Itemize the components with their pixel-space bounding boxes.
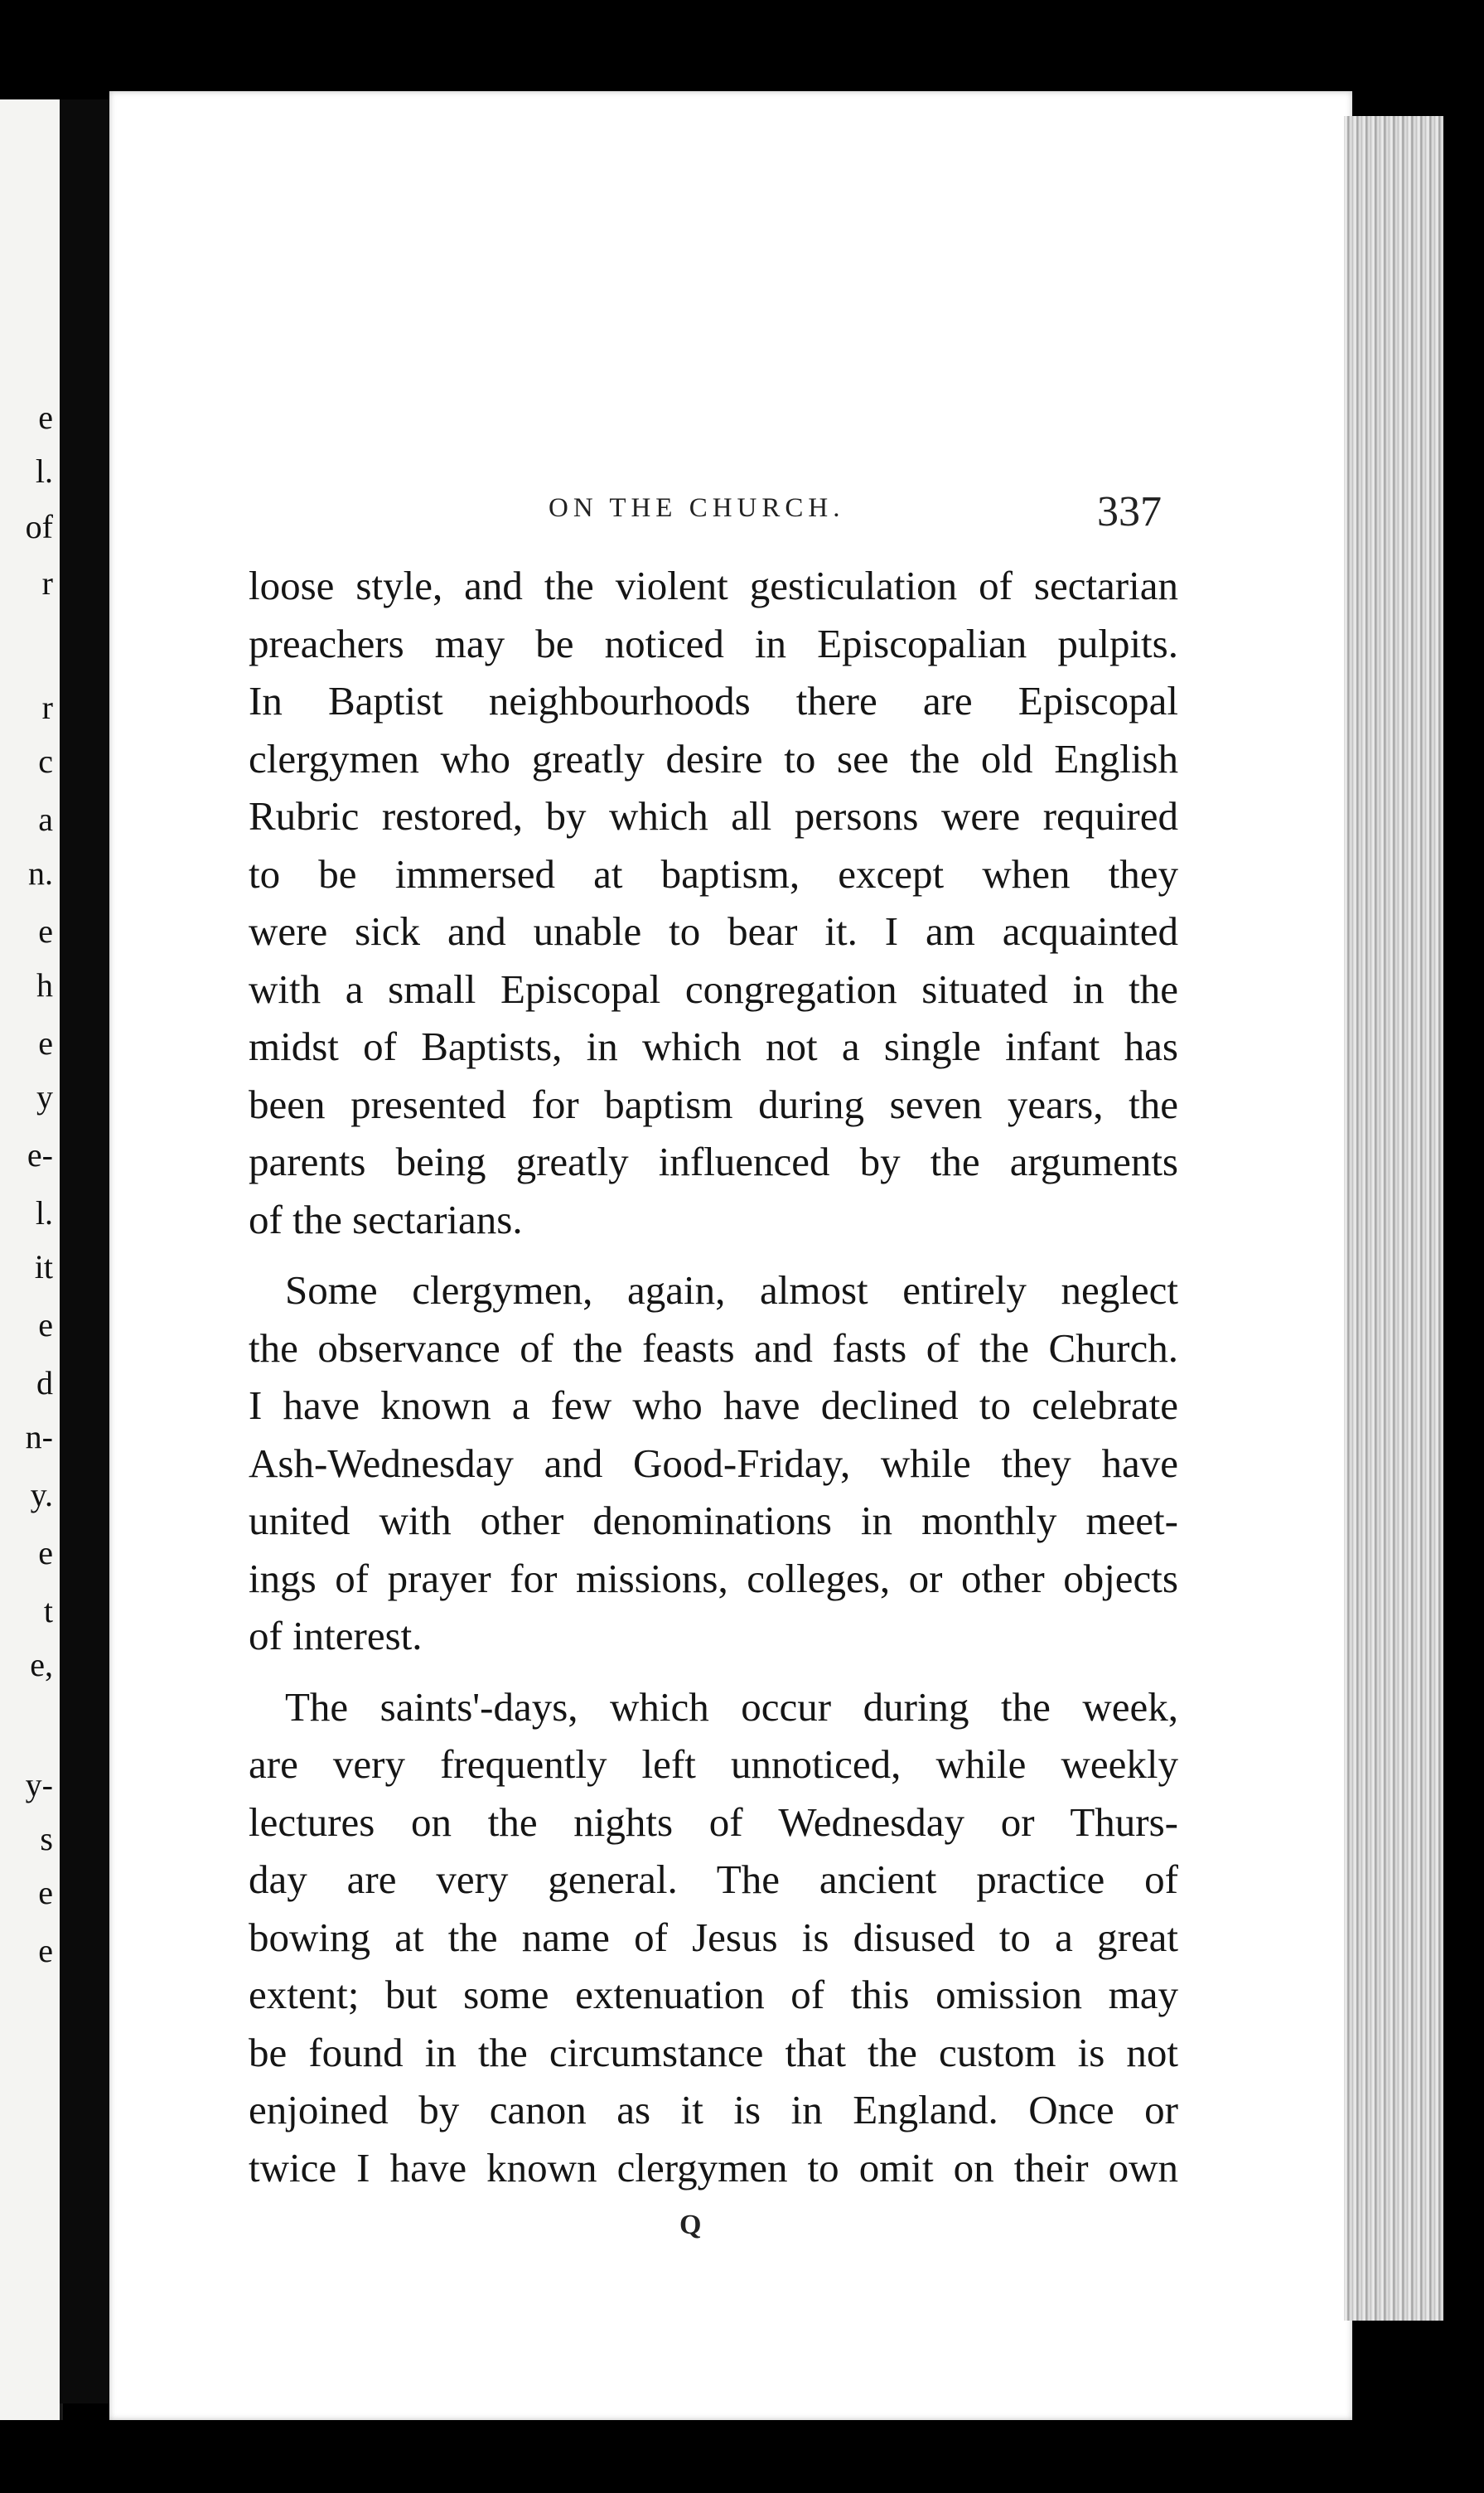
left-page-fragment: it — [34, 1248, 53, 1285]
text-line: be found in the circumstance that the custom is not — [249, 2029, 1178, 2075]
left-page-fragment: e — [38, 1306, 53, 1343]
paragraph — [249, 1261, 1178, 1665]
left-page-fragment: a — [38, 801, 53, 838]
left-page-fragment: n- — [25, 1418, 53, 1455]
left-page-fragment: e- — [27, 1136, 53, 1174]
text-line: Ash-Wednesday and Good-Friday, while they have — [249, 1440, 1178, 1486]
text-line: clergymen who greatly desire to see the old English — [249, 735, 1178, 782]
left-page-fragment: l. — [35, 1194, 53, 1232]
running-head: ON THE CHURCH. — [549, 493, 845, 523]
text-line: are very frequently left unnoticed, while weekly — [249, 1741, 1178, 1787]
left-page-fragment: e — [38, 912, 53, 950]
text-line: extent; but some extenuation of this omission may — [249, 1972, 1178, 2017]
text-line: Rubric restored, by which all persons were required — [249, 793, 1178, 839]
left-page-fragment: e, — [30, 1646, 53, 1683]
left-page-fragment: e — [38, 1932, 53, 1969]
text-line: enjoined by canon as it is in England. Once or — [249, 2087, 1178, 2132]
text-line: united with other denominations in monthly meet- — [249, 1498, 1178, 1543]
book-gutter — [60, 99, 109, 2403]
text-line: midst of Baptists, in which not a single infant has — [249, 1024, 1178, 1069]
left-page-fragment: s — [40, 1820, 53, 1857]
page-number: 337 — [1097, 488, 1162, 535]
paragraph-gap — [249, 1248, 1178, 1261]
text-line: ings of prayer for missions, colleges, or other objects — [249, 1555, 1178, 1601]
left-page-fragment: t — [43, 1592, 53, 1629]
left-page-fragment: e — [38, 1534, 53, 1571]
text-line: were sick and unable to bear it. I am acquainted — [249, 908, 1178, 954]
left-page-fragment: y- — [25, 1766, 53, 1803]
text-line: parents being greatly influenced by the arguments — [249, 1139, 1178, 1184]
text-line: been presented for baptism during seven years, the — [249, 1081, 1178, 1127]
text-line: I have known a few who have declined to celebrate — [249, 1382, 1178, 1428]
left-page-fragment: l. — [35, 453, 53, 490]
text-line: The saints'-days, which occur during the week, — [285, 1683, 1178, 1730]
text-line: In Baptist neighbourhoods there are Episcopal — [249, 678, 1178, 724]
text-line: of interest. — [249, 1613, 423, 1658]
text-line: twice I have known clergymen to omit on their own — [249, 2144, 1178, 2190]
text-line: to be immersed at baptism, except when they — [249, 850, 1178, 897]
left-page-fragment: r — [41, 689, 53, 726]
left-page-fragment: e — [38, 399, 53, 436]
page-edges — [1344, 116, 1443, 2321]
left-page-fragment: h — [36, 966, 53, 1004]
left-page-fragment: y. — [30, 1476, 53, 1513]
paragraph-gap — [249, 1665, 1178, 1678]
text-line: bowing at the name of Jesus is disused to a great — [249, 1914, 1178, 1960]
left-page-fragment: d — [36, 1364, 53, 1401]
left-page-fragment: y — [36, 1078, 53, 1116]
text-line: preachers may be noticed in Episcopalian pulpits. — [249, 620, 1178, 666]
text-line: loose style, and the violent gesticulation of sectarian — [249, 563, 1178, 608]
left-page-fragment: c — [38, 743, 53, 780]
text-line: Some clergymen, again, almost entirely neglect — [285, 1267, 1178, 1313]
text-line: lectures on the nights of Wednesday or Thurs- — [249, 1798, 1178, 1845]
body-text — [249, 557, 1178, 2196]
text-line: the observance of the feasts and fasts of the Church. — [249, 1324, 1178, 1371]
left-page-fragment: e — [38, 1874, 53, 1911]
paragraph — [249, 557, 1178, 1248]
left-page-fragment: r — [41, 564, 53, 602]
text-line: day are very general. The ancient practice of — [249, 1856, 1178, 1902]
signature-mark: Q — [679, 2210, 702, 2240]
left-page-fragment: e — [38, 1024, 53, 1062]
left-page-fragment: of — [25, 508, 53, 545]
text-line: with a small Episcopal congregation situated in the — [249, 966, 1178, 1012]
paragraph — [249, 1678, 1178, 2197]
text-line: of the sectarians. — [249, 1196, 523, 1242]
left-facing-page — [0, 99, 63, 2420]
left-page-fragment: n. — [28, 854, 53, 892]
book-page — [109, 91, 1352, 2420]
